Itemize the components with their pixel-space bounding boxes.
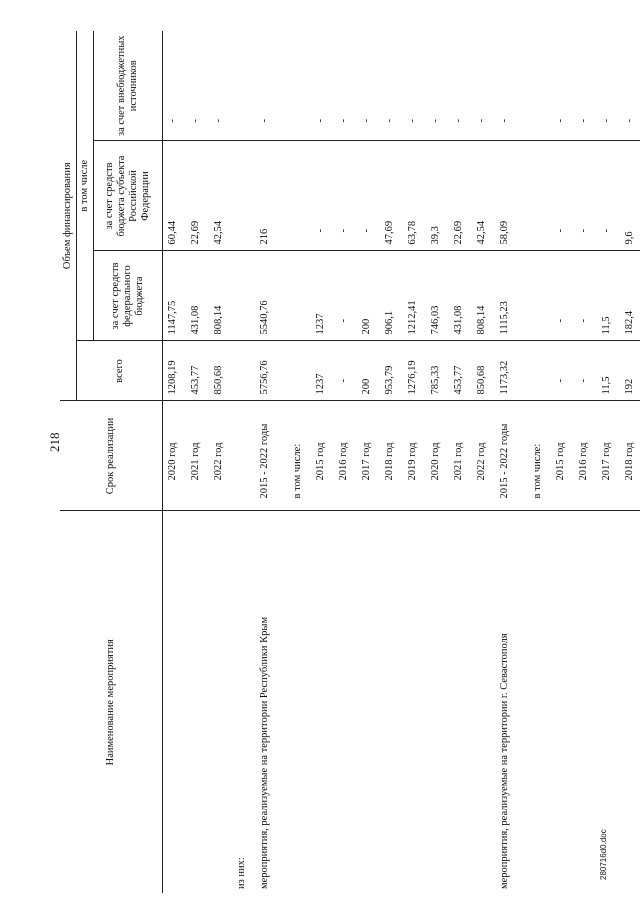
cell-extra: - — [311, 31, 334, 141]
cell-name — [209, 511, 232, 893]
cell-total: 1208,19 — [163, 341, 187, 401]
cell-federal: 182,4 — [620, 251, 640, 341]
header-subject: за счет средств бюджета субъекта Российской Федерации — [94, 141, 163, 251]
cell-subject: 22,69 — [186, 141, 209, 251]
cell-term: 2016 год — [574, 401, 597, 511]
cell-name — [311, 511, 334, 893]
cell-extra: - — [574, 31, 597, 141]
cell-federal: 431,08 — [186, 251, 209, 341]
cell-extra: - — [472, 31, 495, 141]
cell-term: 2020 год — [163, 401, 187, 511]
cell-federal: 746,03 — [426, 251, 449, 341]
cell-term: 2020 год — [426, 401, 449, 511]
cell-name — [357, 511, 380, 893]
cell-subject: 47,69 — [380, 141, 403, 251]
header-name: Наименование мероприятия — [60, 511, 163, 893]
cell-federal — [288, 251, 311, 341]
cell-federal: 1237 — [311, 251, 334, 341]
cell-subject: 63,78 — [403, 141, 426, 251]
cell-total: 1173,32 — [495, 341, 528, 401]
cell-term: 2015 год — [551, 401, 574, 511]
cell-subject: - — [574, 141, 597, 251]
cell-federal: 1212,41 — [403, 251, 426, 341]
cell-federal: 1147,75 — [163, 251, 187, 341]
cell-subject — [288, 141, 311, 251]
cell-total: 1237 — [311, 341, 334, 401]
cell-term: 2017 год — [357, 401, 380, 511]
cell-subject: 216 — [255, 141, 288, 251]
cell-federal: 200 — [357, 251, 380, 341]
cell-extra: - — [551, 31, 574, 141]
table-row — [620, 31, 640, 893]
table-row — [380, 31, 403, 893]
cell-federal — [528, 251, 551, 341]
cell-subject: 39,3 — [426, 141, 449, 251]
cell-total — [528, 341, 551, 401]
cell-total — [232, 341, 255, 401]
footer-code: 280716d0.doc — [599, 829, 608, 880]
header-extra: за счет внебюджетных источников — [94, 31, 163, 141]
cell-federal: - — [551, 251, 574, 341]
cell-term: в том числе: — [288, 401, 311, 511]
cell-name — [551, 511, 574, 893]
cell-extra: - — [620, 31, 640, 141]
table-row — [288, 31, 311, 893]
header-federal: за счет средств федерального бюджета — [94, 251, 163, 341]
cell-subject: 60,44 — [163, 141, 187, 251]
cell-name — [403, 511, 426, 893]
cell-term: 2015 год — [311, 401, 334, 511]
cell-subject: - — [311, 141, 334, 251]
cell-extra: - — [186, 31, 209, 141]
cell-term: 2015 - 2022 годы — [255, 401, 288, 511]
header-funding: Объем финансирования — [60, 31, 77, 401]
cell-term: 2018 год — [620, 401, 640, 511]
table-row — [357, 31, 380, 893]
cell-name — [472, 511, 495, 893]
cell-name — [186, 511, 209, 893]
cell-federal: 808,14 — [472, 251, 495, 341]
cell-term: 2015 - 2022 годы — [495, 401, 528, 511]
cell-total: 192 — [620, 341, 640, 401]
table-row — [209, 31, 232, 893]
cell-subject: 9,6 — [620, 141, 640, 251]
cell-extra: - — [380, 31, 403, 141]
cell-subject: - — [551, 141, 574, 251]
table-row — [551, 31, 574, 893]
cell-subject — [232, 141, 255, 251]
cell-extra: - — [357, 31, 380, 141]
cell-extra — [232, 31, 255, 141]
cell-total: 850,68 — [209, 341, 232, 401]
cell-subject: - — [334, 141, 357, 251]
cell-total: 453,77 — [449, 341, 472, 401]
cell-federal: - — [574, 251, 597, 341]
cell-name: из них: — [236, 857, 248, 889]
cell-subject: - — [597, 141, 620, 251]
table-row — [449, 31, 472, 893]
cell-name — [380, 511, 403, 893]
table-row — [163, 31, 187, 893]
cell-total: 11,5 — [597, 341, 620, 401]
cell-federal: 5540,76 — [255, 251, 288, 341]
cell-total: 5756,76 — [255, 341, 288, 401]
header-including: в том числе — [77, 31, 94, 341]
cell-extra: - — [334, 31, 357, 141]
table-row — [426, 31, 449, 893]
cell-federal: 906,1 — [380, 251, 403, 341]
cell-name — [620, 511, 640, 893]
cell-total: 200 — [357, 341, 380, 401]
cell-term: 2016 год — [334, 401, 357, 511]
cell-term: 2022 год — [209, 401, 232, 511]
cell-federal: 11,5 — [597, 251, 620, 341]
cell-federal: 808,14 — [209, 251, 232, 341]
table-row — [232, 31, 255, 893]
table-row — [334, 31, 357, 893]
cell-term: 2021 год — [186, 401, 209, 511]
page-number: 218 — [47, 432, 62, 452]
cell-name — [574, 511, 597, 893]
cell-extra: - — [495, 31, 528, 141]
cell-subject: 58,09 — [495, 141, 528, 251]
table-row — [472, 31, 495, 893]
cell-term: 2018 год — [380, 401, 403, 511]
cell-total: - — [551, 341, 574, 401]
cell-extra: - — [597, 31, 620, 141]
cell-name: мероприятия, реализуемые на территории г. Севастополя — [499, 633, 511, 889]
cell-subject: - — [357, 141, 380, 251]
cell-extra — [288, 31, 311, 141]
table-row — [186, 31, 209, 893]
cell-term: в том числе: — [528, 401, 551, 511]
cell-name — [449, 511, 472, 893]
cell-subject: 42,54 — [209, 141, 232, 251]
cell-name — [334, 511, 357, 893]
table-row — [495, 31, 528, 893]
cell-federal: 431,08 — [449, 251, 472, 341]
table-row — [311, 31, 334, 893]
cell-extra: - — [403, 31, 426, 141]
cell-total: 850,68 — [472, 341, 495, 401]
cell-total: 1276,19 — [403, 341, 426, 401]
cell-federal — [232, 251, 255, 341]
cell-term: 2022 год — [472, 401, 495, 511]
cell-total: - — [574, 341, 597, 401]
cell-term: 2017 год — [597, 401, 620, 511]
cell-federal: - — [334, 251, 357, 341]
table-row — [528, 31, 551, 893]
cell-subject: 22,69 — [449, 141, 472, 251]
cell-extra: - — [163, 31, 187, 141]
cell-extra: - — [426, 31, 449, 141]
cell-extra: - — [449, 31, 472, 141]
header-total: всего — [77, 341, 163, 401]
table-row — [403, 31, 426, 893]
cell-total — [288, 341, 311, 401]
cell-name — [163, 511, 187, 893]
cell-total: 953,79 — [380, 341, 403, 401]
table-row — [255, 31, 288, 893]
cell-extra: - — [255, 31, 288, 141]
cell-total: 453,77 — [186, 341, 209, 401]
table-row — [597, 31, 620, 893]
cell-term: 2021 год — [449, 401, 472, 511]
cell-term: 2019 год — [403, 401, 426, 511]
cell-federal: 1115,23 — [495, 251, 528, 341]
table-body — [163, 31, 640, 893]
cell-extra — [528, 31, 551, 141]
cell-total: - — [334, 341, 357, 401]
cell-term — [232, 401, 255, 511]
cell-name: мероприятия, реализуемые на территории Республики Крым — [259, 616, 271, 889]
cell-name — [288, 511, 311, 893]
cell-name — [528, 511, 551, 893]
header-term: Срок реализации — [60, 401, 163, 511]
table-row — [574, 31, 597, 893]
cell-subject — [528, 141, 551, 251]
funding-table — [60, 31, 640, 893]
cell-subject: 42,54 — [472, 141, 495, 251]
cell-total: 785,33 — [426, 341, 449, 401]
cell-name — [426, 511, 449, 893]
cell-extra: - — [209, 31, 232, 141]
